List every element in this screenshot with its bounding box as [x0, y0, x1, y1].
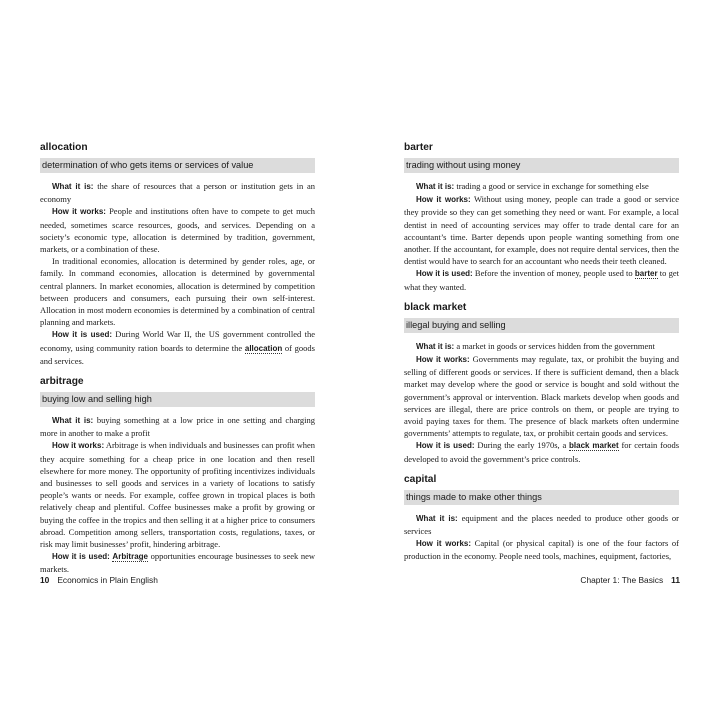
used-label: How it is used:: [416, 269, 473, 279]
left-page: [40, 141, 315, 584]
what-label: What it is:: [416, 182, 455, 191]
entry-term: allocation: [40, 142, 88, 153]
used-text-after: to get what they wanted.: [404, 268, 679, 292]
how-it-works: [404, 353, 679, 439]
entry-term: barter: [404, 142, 433, 153]
what-text: buying something at a low price in one setting and charging more in another to make a profit: [40, 415, 316, 439]
how-it-is-used: [40, 550, 315, 575]
works-label: How it works:: [52, 441, 105, 451]
entry-definition: things made to make other things: [404, 490, 679, 505]
works-text: People and institutions often have to compete to get much needed, sometimes scarce resources, goods, and services. Depending on a society’s economic type, allocation is determined by tradition, government, markets, or a combination of these.: [40, 206, 315, 255]
what-it-is: [404, 180, 679, 193]
how-it-works: [40, 205, 315, 255]
used-text-before: During World War II, the US government controlled the economy, using community ration boards to determine the: [40, 329, 315, 353]
what-it-is: [404, 340, 679, 353]
entry-arbitrage: [40, 375, 315, 576]
how-it-is-used: [40, 328, 315, 367]
used-label: How it is used:: [52, 552, 110, 562]
what-label: What it is:: [52, 416, 94, 426]
works-text: Arbitrage is when individuals and businesses can profit when they acquire something for a cheap price in one location and then resell elsewhere for more money. The opportunity of profiting incentivizes individuals and businesses to sell goods and services in a variety of locations to satisfy people’s wants or needs. For example, coffee grown in tropical places is both relatively cheap and plentiful. Coffee businesses make a profit by growing or buying the coffee in the tropics and then selling it at a higher price to consumers abroad. Competition among sellers, transportation costs, regulations, taxes, or risk may limit businesses’ profit, hindering arbitrage.: [40, 440, 315, 550]
how-it-works: [404, 537, 679, 562]
works-text: Without using money, people can trade a good or service they provide so they can get something they need or want. For example, a local dentist in need of accounting services may offer to trade dental care for an accountant’s time. Barter depends upon people wanting something from one another. If the accountant, for example, does not require dental services, then the dentist would have to search for an accountant who needs their teeth cleaned.: [404, 194, 679, 267]
what-text: equipment and the places needed to produce other goods or services: [404, 512, 680, 537]
right-page-footer: [580, 575, 680, 585]
used-label: How it is used:: [416, 441, 475, 451]
used-text-after: for certain foods developed to avoid the government’s price controls.: [404, 440, 680, 464]
page-number: 10: [40, 575, 50, 585]
used-text-after: of goods and services.: [40, 342, 315, 366]
what-it-is: [40, 180, 315, 205]
cross-reference-link[interactable]: black market: [569, 441, 619, 451]
cross-reference-link[interactable]: Arbitrage: [112, 552, 148, 562]
entry-allocation: [40, 141, 315, 367]
left-page-footer: [40, 575, 158, 585]
how-it-works: [404, 193, 679, 267]
works-label: How it works:: [416, 355, 470, 365]
entry-term: capital: [404, 473, 437, 485]
works-label: How it works:: [52, 207, 106, 217]
right-page: [404, 141, 679, 571]
chapter-title: Chapter 1: The Basics: [580, 575, 664, 585]
page-number: 11: [671, 575, 680, 585]
entry-definition: determination of who gets items or services of value: [40, 158, 315, 173]
entry-definition: trading without using money: [404, 158, 679, 173]
used-text-after: opportunities encourage businesses to seek new markets.: [40, 551, 316, 575]
how-it-is-used: [404, 439, 679, 464]
works-label: How it works:: [416, 195, 471, 205]
entry-definition: illegal buying and selling: [404, 318, 679, 333]
what-it-is: [404, 512, 679, 537]
what-text: a market in goods or services hidden from the government: [454, 340, 655, 351]
what-label: What it is:: [52, 182, 94, 191]
entry-term: black market: [404, 301, 467, 313]
book-title: Economics in Plain English: [57, 575, 158, 585]
what-label: What it is:: [416, 341, 455, 351]
used-label: How it is used:: [52, 330, 112, 340]
entry-definition: buying low and selling high: [40, 392, 315, 407]
works-text: Governments may regulate, tax, or prohibit the buying and selling of different goods or services. If there is sufficient demand, then a black market may develop where the good or service is bought and sold without the government’s approval or intervention. Black markets develop when goods and services are illegal, there are price controls on them, or people are trying to avoid paying taxes for them. The presence of black markets often undermine governments’ attempts to regulate, tax, or prohibit certain goods and services.: [404, 354, 679, 439]
what-label: What it is:: [416, 513, 458, 523]
entry-barter: [404, 141, 679, 293]
used-text-before: During the early 1970s, a: [474, 440, 570, 451]
works-text: Capital (or physical capital) is one of the four factors of production in the economy. People need tools, machines, equipment, factories,: [404, 538, 679, 562]
used-text-before: Before the invention of money, people used to: [472, 268, 635, 279]
entry-black-market: [404, 301, 679, 465]
works-label: How it works:: [416, 539, 472, 549]
what-it-is: [40, 414, 315, 439]
extra-paragraph: In traditional economies, allocation is determined by gender roles, age, or family. In command economies, allocation is determined by governmental central planners. In market economies, allocation is determined by competition between producers and consumers, each pursuing their own self-interest. Allocation in most modern economies is determined by a combination of central planning and markets.: [40, 256, 315, 328]
what-text: trading a good or service in exchange for something else: [454, 181, 649, 191]
how-it-works: [40, 439, 315, 550]
how-it-is-used: [404, 267, 679, 292]
cross-reference-link[interactable]: barter: [634, 269, 658, 279]
entry-capital: [404, 473, 679, 563]
cross-reference-link[interactable]: allocation: [244, 343, 283, 353]
entry-term: arbitrage: [40, 376, 84, 388]
what-text: the share of resources that a person or institution gets in an economy: [40, 181, 315, 205]
